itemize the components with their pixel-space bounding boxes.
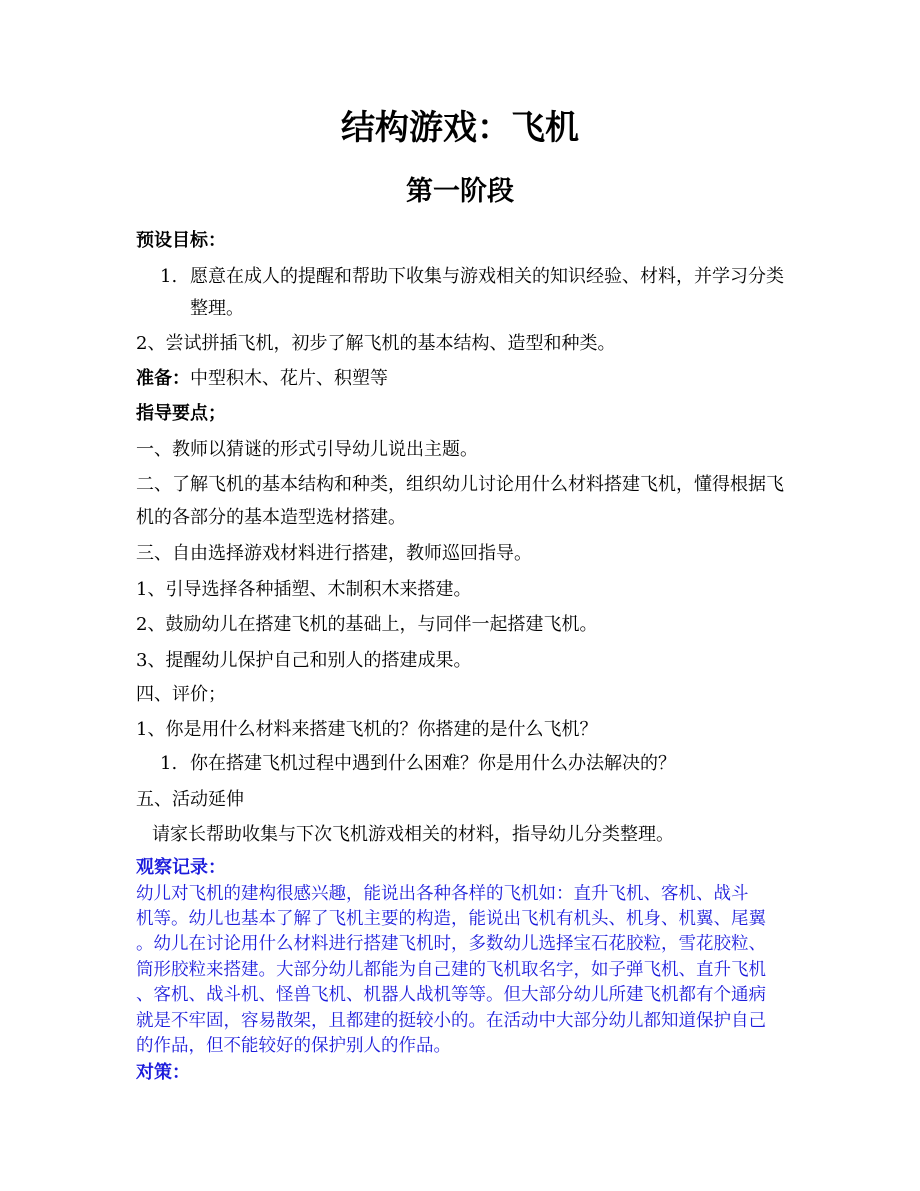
guide-label: 指导要点； xyxy=(136,403,226,424)
guide-line-9 xyxy=(160,749,820,779)
goal-item-1-text: 愿意在成人的提醒和帮助下收集与游戏相关的知识经验、材料，并学习分类 xyxy=(190,266,784,287)
observation-line: 的作品，但不能较好的保护别人的作品。 xyxy=(136,1036,451,1056)
observation-line: 筒形胶粒来搭建。大部分幼儿都能为自己建的飞机取名字，如子弹飞机、直升飞机 xyxy=(136,960,766,980)
prep-text: 中型积木、花片、积塑等 xyxy=(190,368,388,389)
guide-line-10: 五、活动延伸 xyxy=(136,789,244,810)
observation-line: 。幼儿在讨论用什么材料进行搭建飞机时，多数幼儿选择宝石花胶粒，雪花胶粒、 xyxy=(136,934,766,954)
guide-line-9-number: 1. xyxy=(160,753,178,774)
goal-item-1-number: 1. xyxy=(160,266,178,287)
goal-item-1-continued: 整理。 xyxy=(190,298,244,319)
prep-line xyxy=(136,364,796,394)
guide-line-1: 一、教师以猜谜的形式引导幼儿说出主题。 xyxy=(136,439,478,460)
goals-label: 预设目标： xyxy=(136,230,226,251)
guide-line-6: 3、提醒幼儿保护自己和别人的搭建成果。 xyxy=(136,650,472,671)
observation-line: 就是不牢固，容易散架，且都建的挺较小的。在活动中大部分幼儿都知道保护自己 xyxy=(136,1011,766,1031)
prep-label: 准备： xyxy=(136,368,190,389)
guide-line-9-text: 你在搭建飞机过程中遇到什么困难？你是用什么办法解决的？ xyxy=(190,753,676,774)
guide-line-3: 三、自由选择游戏材料进行搭建，教师巡回指导。 xyxy=(136,543,532,564)
guide-line-7: 四、评价； xyxy=(136,684,226,705)
observation-label: 观察记录： xyxy=(136,857,226,878)
observation-line: 、客机、战斗机、怪兽飞机、机器人战机等等。但大部分幼儿所建飞机都有个通病 xyxy=(136,985,766,1005)
guide-line-4: 1、引导选择各种插塑、木制积木来搭建。 xyxy=(136,579,472,600)
goal-item-2: 2、尝试拼插飞机，初步了解飞机的基本结构、造型和种类。 xyxy=(136,333,616,354)
document-title: 结构游戏：飞机 xyxy=(341,108,579,148)
guide-line-2b: 机的各部分的基本造型选材搭建。 xyxy=(136,507,406,528)
goal-item-1 xyxy=(160,262,820,292)
countermeasure-label: 对策： xyxy=(136,1062,190,1083)
observation-line: 幼儿对飞机的建构很感兴趣，能说出各种各样的飞机如：直升飞机、客机、战斗 xyxy=(136,884,749,904)
guide-line-2a: 二、了解飞机的基本结构和种类，组织幼儿讨论用什么材料搭建飞机，懂得根据飞 xyxy=(136,474,784,495)
guide-line-8: 1、你是用什么材料来搭建飞机的？你搭建的是什么飞机？ xyxy=(136,719,598,740)
guide-line-11: 请家长帮助收集与下次飞机游戏相关的材料，指导幼儿分类整理。 xyxy=(152,824,674,845)
guide-line-5: 2、鼓励幼儿在搭建飞机的基础上，与同伴一起搭建飞机。 xyxy=(136,614,598,635)
stage-heading: 第一阶段 xyxy=(406,176,514,207)
observation-line: 机等。幼儿也基本了解了飞机主要的构造，能说出飞机有机头、机身、机翼、尾翼 xyxy=(136,909,766,929)
